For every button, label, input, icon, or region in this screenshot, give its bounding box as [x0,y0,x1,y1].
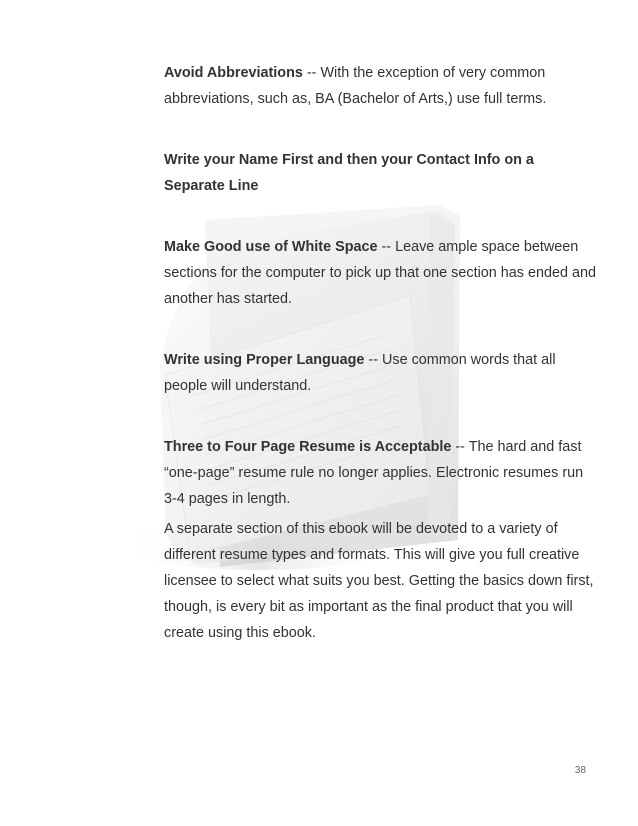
paragraph-gap [164,399,596,434]
paragraph-text: -- With the exception of very common abbreviations, such as, BA (Bachelor of Arts,) use full terms. [164,65,547,107]
paragraph-lead: Make Good use of White Space [164,239,378,255]
paragraph-resume-types: A separate section of this ebook will be devoted to a variety of different resume types and formats. This will give you full creative licensee to select what suits you best. Getting the basics down first, though, is every bit as important as the final product that you will create using this ebook. [164,521,594,641]
paragraph-write-name-first: Write your Name First and then your Contact Info on a Separate Line [164,152,534,194]
paragraph-white-space [164,234,596,312]
paragraph-lead: Write using Proper Language [164,352,365,368]
paragraph-lead: Three to Four Page Resume is Acceptable [164,439,452,455]
paragraph-text: -- The hard and fast “one-page” resume rule no longer applies. Electronic resumes run 3-4 pages in length. [164,439,584,507]
document-body [164,60,596,646]
paragraph-gap [164,112,596,147]
paragraph-gap [164,199,596,234]
paragraph-page-length [164,434,596,512]
paragraph-lead: Avoid Abbreviations [164,65,303,81]
page-number: 38 [574,765,586,776]
paragraph-text: -- Use common words that all people will understand. [164,352,556,394]
paragraph-proper-language [164,347,596,399]
paragraph-gap [164,312,596,347]
paragraph-text: -- Leave ample space between sections for the computer to pick up that one section has ended and another has started. [164,239,596,307]
paragraph-avoid-abbreviations [164,60,596,112]
